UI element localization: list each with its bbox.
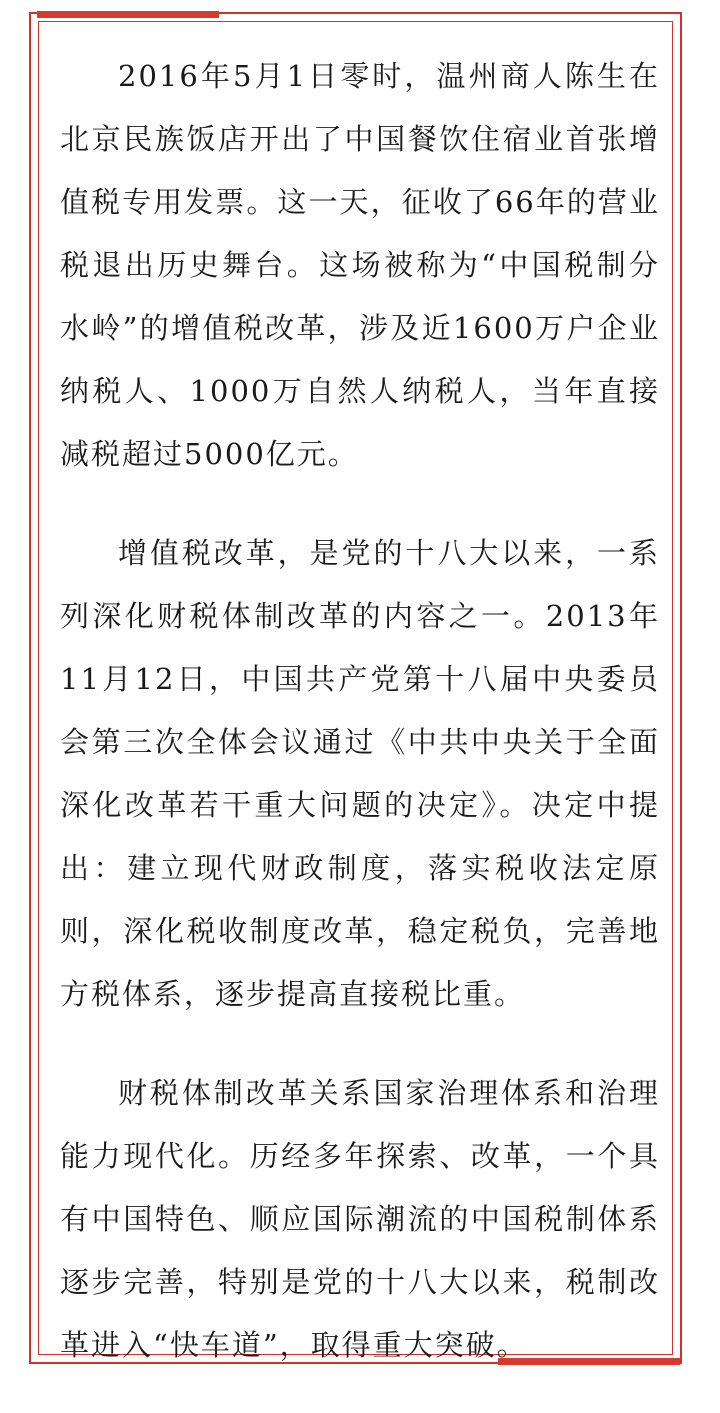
article-body xyxy=(60,45,660,1413)
accent-bar-top xyxy=(37,11,219,18)
article-paragraph-3: 财税体制改革关系国家治理体系和治理能力现代化。历经多年探索、改革，一个具有中国特色、顺应国际潮流的中国税制体系逐步完善，特别是党的十八大以来，税制改革进入“快车道”，取得重大突破。 xyxy=(60,1076,660,1362)
article-paragraph-1: 2016年5月1日零时，温州商人陈生在北京民族饭店开出了中国餐饮住宿业首张增值税专用发票。这一天，征收了66年的营业税退出历史舞台。这场被称为“中国税制分水岭”的增值税改革，涉及近1600万户企业纳税人、1000万自然人纳税人，当年直接减税超过5000亿元。 xyxy=(60,59,660,471)
article-paragraph-2: 增值税改革，是党的十八大以来，一系列深化财税体制改革的内容之一。2013年11月12日，中国共产党第十八届中央委员会第三次全体会议通过《中共中央关于全面深化改革若干重大问题的决定》。决定中提出：建立现代财政制度，落实税收法定原则，深化税收制度改革，稳定税负，完善地方税体系，逐步提高直接税比重。 xyxy=(60,536,660,1011)
